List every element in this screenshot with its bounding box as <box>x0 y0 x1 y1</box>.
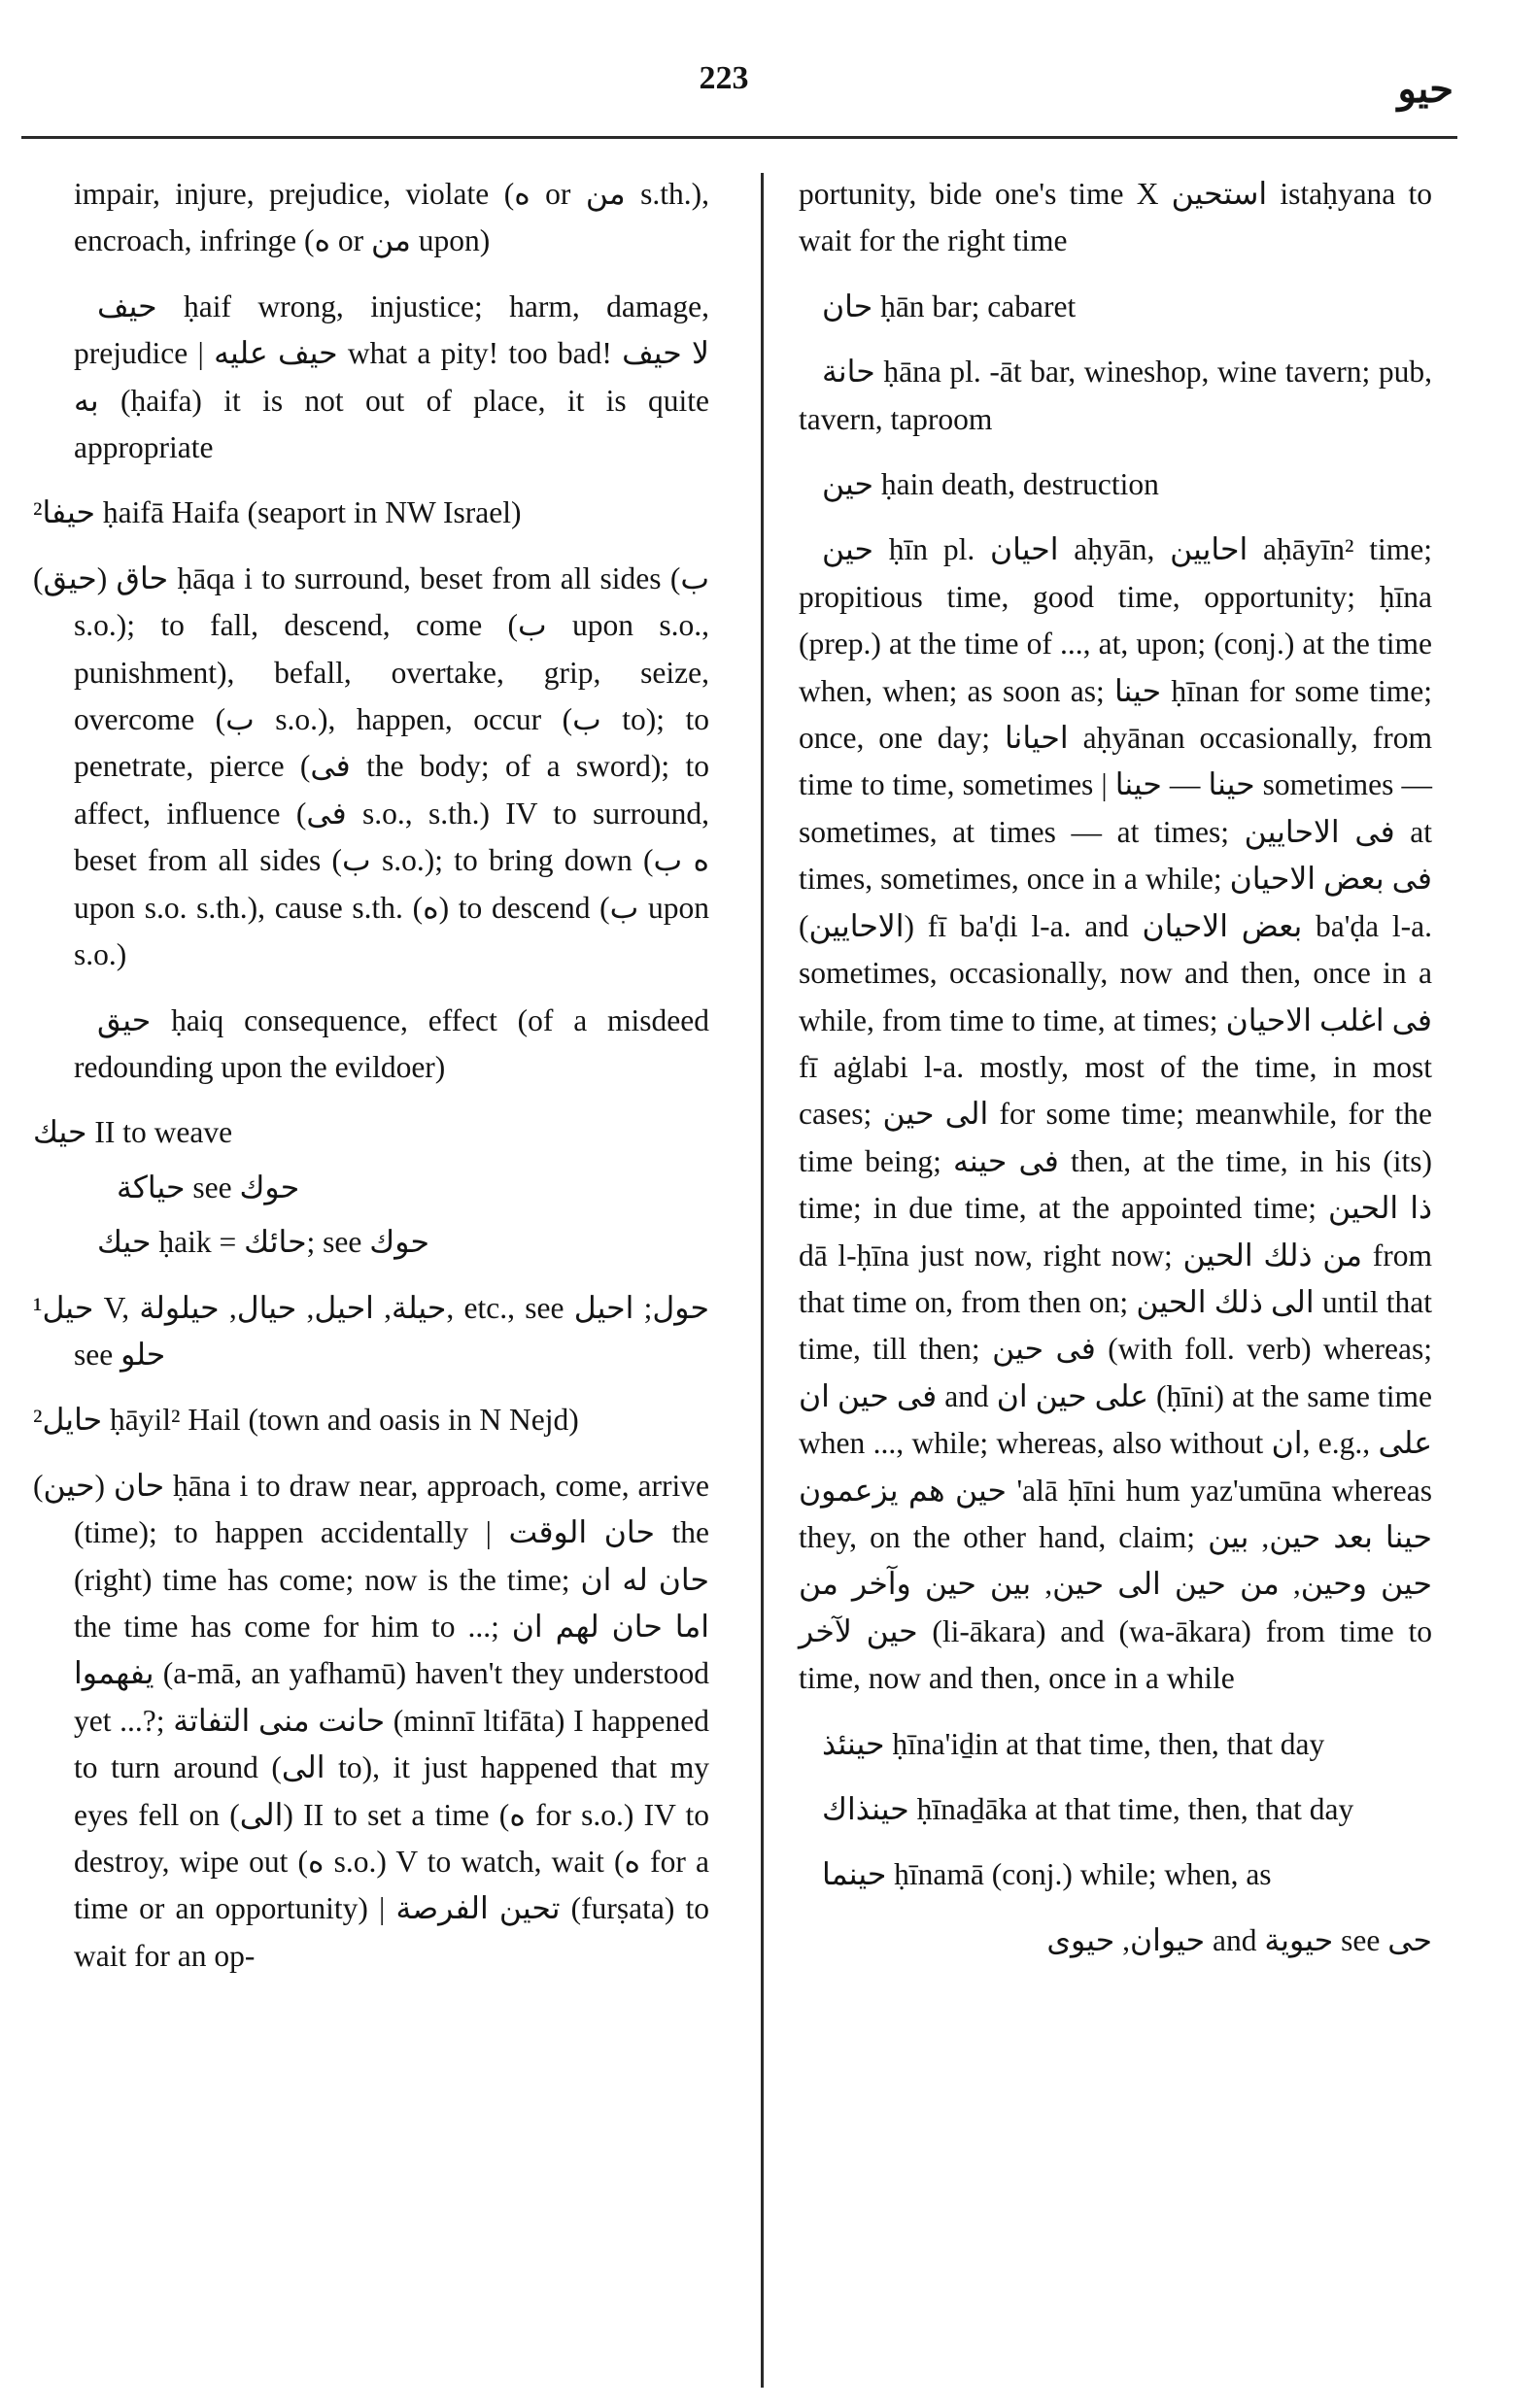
left-column <box>33 171 709 1998</box>
entry-haik-noun: حيك ḥaik = حائك; see حوك <box>97 1225 429 1260</box>
entry-haiq: حيق ḥaiq consequence, effect (of a misdeed redounding upon the evildoer) <box>74 1002 709 1084</box>
entry-haik-verb: حيك II to weave <box>33 1115 233 1150</box>
entry-hil: ¹حيل V, حيلة, احيل, حيال, حيلولة, etc., see حول; احيل see حلو <box>33 1290 709 1372</box>
entry-hain: حين ḥain death, destruction <box>822 467 1159 502</box>
entry-hinama: حينما ḥīnamā (conj.) while; when, as <box>822 1857 1272 1892</box>
entry-hin: حين ḥīn pl. احيان aḥyān, احايين aḥāyīn² time; propitious time, good time, opportunity; ḥīna (prep.) at the time of ..., at, upon; (conj.) at the time when, when; as soon as; حينا ḥīnan for some time; once, one day; احيانا aḥyānan occasionally, from time to time, sometimes | حينا — حينا sometimes — sometimes, at times — at times; فى الاحايين at times, sometimes, once in a while; فى بعض الاحيان (الاحايين) fī ba'ḍi l-a. and بعض الاحيان ba'ḍa l-a. sometimes, occasionally, now and then, once in a while, from time to time, at times; فى اغلب الاحيان fī aġlabi l-a. mostly, most of the time, in most cases; الى حين for some time; meanwhile, for the time being; فى حينه then, at the time, in his (its) time; in due time, at the appointed time; ذا الحين dā l-ḥīna just now, right now; من ذلك الحين from that time on, from then on; الى ذلك الحين until that time, till then; فى حين (with foll. verb) whereas; فى حين ان and على حين ان (ḥīni) at the same time when ..., while; whereas, also without ان, e.g., على حين هم يزعمون 'alā ḥīni hum yaz'umūna whereas they, on the other hand, claim; حينا بعد حين, بين حين وحين, من حين الى حين, بين حين وآخر من حين لآخر (li-ākara) and (wa-ākara) from time to time, now and then, once in a while <box>799 532 1433 1696</box>
entry-han-bar: حان ḥān bar; cabaret <box>822 288 1077 323</box>
column-divider <box>761 173 764 2388</box>
entry-hayawan-crossref: حيوان, حيوى and حيوية see حى <box>1046 1922 1432 1957</box>
entry-hiyaka: حياكة see حوك <box>117 1170 300 1204</box>
page-number: 223 <box>699 60 749 96</box>
entry-continuation-portunity: portunity, bide one's time X استحين istaḥyana to wait for the right time <box>799 177 1432 258</box>
entry-hana-bar: حانة ḥāna pl. -āt bar, wineshop, wine tavern; pub, tavern, taproom <box>799 355 1432 436</box>
header-rule <box>21 136 1457 139</box>
entry-haif: حيف ḥaif wrong, injustice; harm, damage, prejudice | حيف عليه what a pity! too bad! لا حيف به (ḥaifa) it is not out of place, it is quite appropriate <box>74 288 709 465</box>
entry-hinaidin: حينئذ ḥīna'iḏin at that time, then, that day <box>822 1726 1325 1761</box>
entry-haifa: ²حيفا ḥaifā Haifa (seaport in NW Israel) <box>33 495 522 530</box>
running-head: حيو <box>1397 67 1454 111</box>
entry-hayil: ²حايل ḥāyil² Hail (town and oasis in N Nejd) <box>33 1403 579 1438</box>
entry-haqa: (حيق) حاق ḥāqa i to surround, beset from all sides (ب s.o.); to fall, descend, come (ب upon s.o., punishment), befall, overtake, grip, seize, overcome (ب s.o.), happen, occur (ب to); to penetrate, pierce (فى the body; of a sword); to affect, influence (فى s.o., s.th.) IV to surround, beset from all sides (ب s.o.); to bring down (ه ب upon s.o. s.th.), cause s.th. (ه) to descend (ب upon s.o.) <box>33 560 710 972</box>
right-column <box>799 171 1432 1983</box>
entry-continuation-impair: impair, injure, prejudice, violate (ه or من s.th.), encroach, infringe (ه or من upon) <box>74 177 709 258</box>
entry-hinadaka: حينذاك ḥīnaḏāka at that time, then, that day <box>822 1792 1354 1826</box>
entry-hana-verb: (حين) حان ḥāna i to draw near, approach, come, arrive (time); to happen accidentally | حان الوقت the (right) time has come; now is the time; حان له ان the time has come for him to ...; اما حان لهم ان يفهموا (a-mā, an yafhamū) haven't they understood yet ...?; حانت منى التفاتة (minnī ltifāta) I happened to turn around (الى to), it just happened that my eyes fell on (الى) II to set a time (ه for s.o.) IV to destroy, wipe out (ه s.o.) V to watch, wait (ه for a time or an opportunity) | تحين الفرصة (furṣata) to wait for an op- <box>33 1468 710 1973</box>
